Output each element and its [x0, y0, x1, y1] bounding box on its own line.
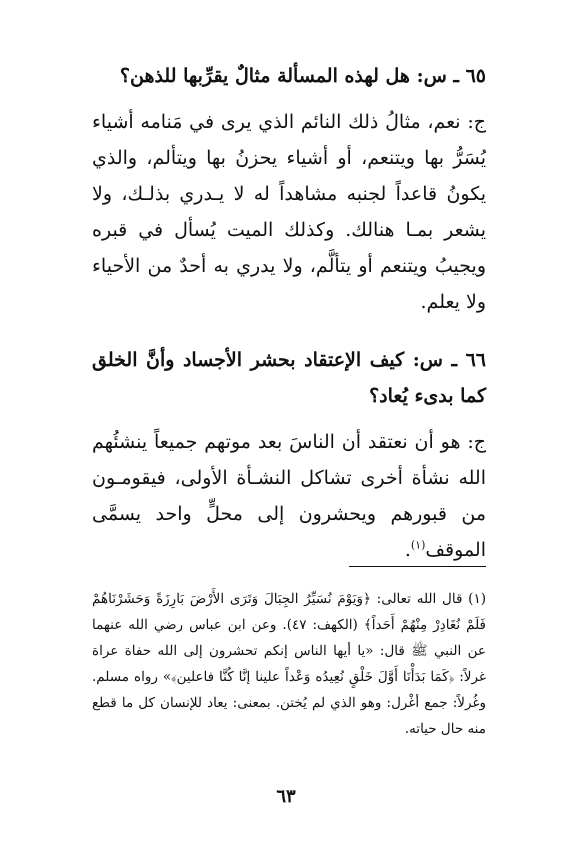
question-65: ٦٥ ـ س: هل لهذه المسألة مثالٌ يقرِّبها للذهن؟: [119, 65, 486, 87]
page-number: ٦٣: [276, 786, 296, 807]
footnote-reference: (١): [410, 538, 426, 552]
answer-66-end: .: [404, 539, 411, 561]
footnote-divider: [349, 566, 486, 567]
footnote-1: (١) قال الله تعالى: ﴿وَيَوْمَ نُسَيِّرُ الجِبَالَ وَتَرَى الأَرْضَ بَارِزَةً وَحَشَرْنَاهُمْ فَلَمْ نُغَادِرْ مِنْهُمْ أَحَداً﴾ (الكهف: ٤٧). وعن ابن عباس رضي الله عنهما عن النبي ﷺ قال: «يا أيها الناس إنكم تحشرون إلى الله حفاة عراة غرلاً: ﴿كَمَا بَدَأْنَا أَوَّلَ خَلْقٍ نُعِيدُه وَعْداً علينا إنَّا كُنَّا فاعلين﴾» رواه مسلم. وغُرلاً: جمع أغْرل: وهو الذي لم يُختن. بمعنى: يعاد للإنسان كل ما قطع منه حال حياته.: [92, 591, 486, 737]
answer-66: [92, 424, 486, 568]
answer-65: ج: نعم، مثالُ ذلك النائم الذي يرى في مَنامه أشياء يُسَرُّ بها ويتنعم، أو أشياء يحزنُ بها ويتألم، والذي يكونُ قاعداً لجنبه مشاهداً له لا يـدري بذلـك، ولا يشعر بمـا هنالك. وكذلك الميت يُسأل في قبره ويجيبُ ويتنعم أو يتألَّم، ولا يدري به أحدٌ من الأحياء ولا يعلم.: [92, 111, 486, 313]
answer-66-text: ج: هو أن نعتقد أن الناسَ بعد موتهم جميعاً ينشئُهم الله نشأة أخرى تشاكل النشـأة الأولى، فيقومـون من قبورهم ويحشرون إلى محلٍّ واحد يسمَّى الموقف: [92, 431, 486, 561]
question-66: ٦٦ ـ س: كيف الإعتقاد بحشر الأجساد وأنَّ الخلق كما بدىء يُعاد؟: [92, 349, 486, 407]
